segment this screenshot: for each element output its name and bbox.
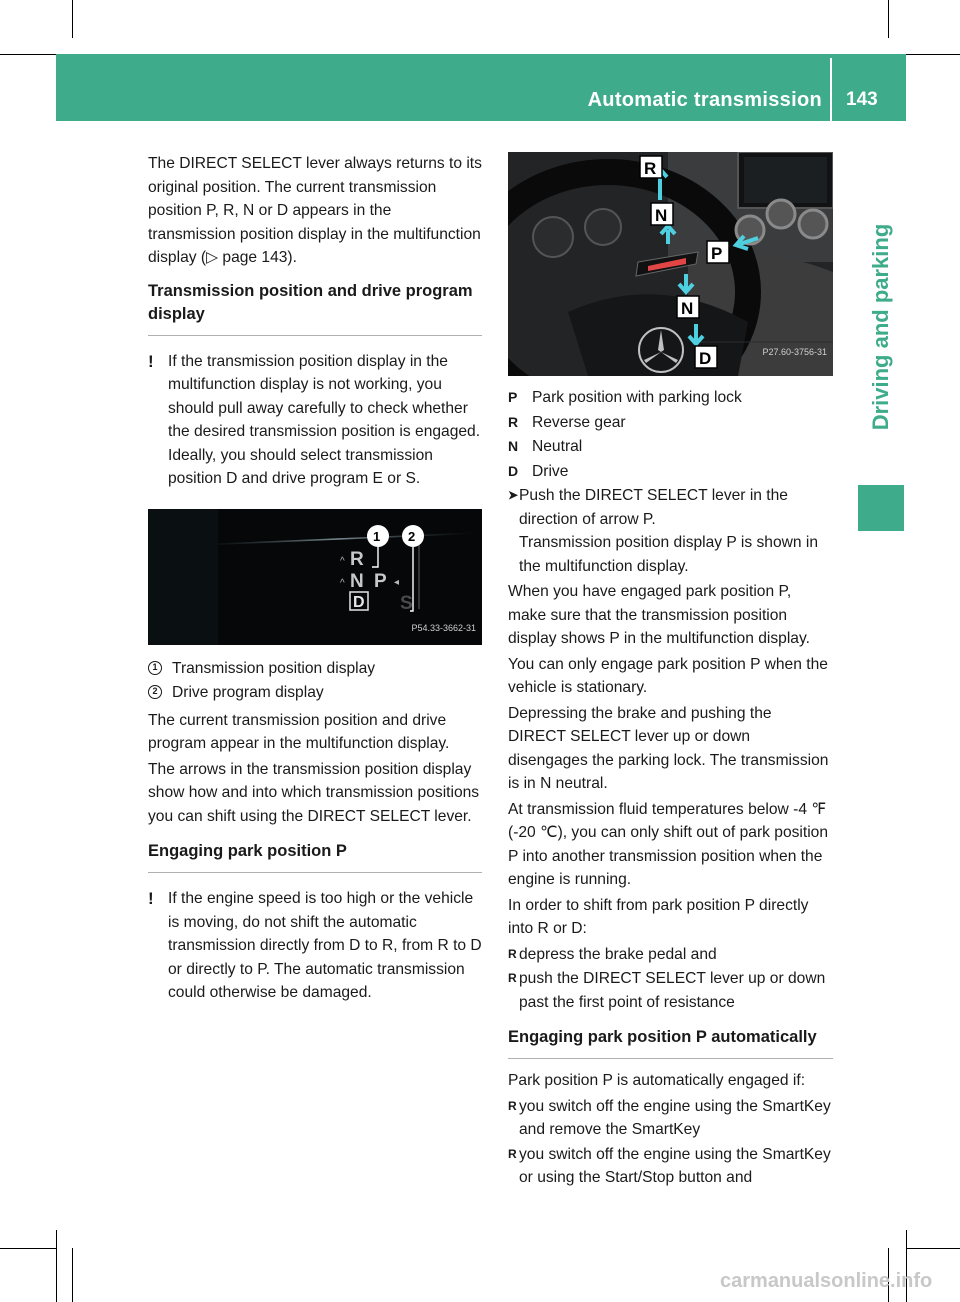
warning-text: If the engine speed is too high or the vehicle is moving, do not shift the automatic transmission directly from D to R, from R to D or directly to P. The automatic transmission could otherwise be damaged.: [168, 890, 482, 1001]
warning-text: If the transmission position display in the multifunction display is not working, you should pull away carefully to check whether the desired transmission position is engaged. Ideally, you should select transmission position D and drive program E or S.: [168, 352, 481, 487]
bullet-item: [508, 967, 833, 1014]
gear-n-label: N: [350, 570, 364, 592]
section-tab-label: Driving and parking: [868, 223, 893, 431]
gear-p-label: P: [374, 570, 387, 592]
paragraph: Park position P is automatically engaged if:: [508, 1072, 806, 1089]
bullet-item: [508, 943, 833, 967]
bullet-text: push the DIRECT SELECT lever up or down past the first point of resistance: [519, 970, 826, 1011]
callout-number: 2: [148, 685, 162, 699]
svg-text:◂: ◂: [394, 576, 400, 588]
left-column: [148, 152, 482, 1019]
transmission-display-figure: [148, 509, 482, 645]
warning-display: [148, 350, 482, 491]
bullet-icon: R: [508, 971, 517, 985]
figure-code: P27.60-3756-31: [762, 346, 827, 357]
legend-item: [148, 657, 482, 681]
crop-mark: [72, 1248, 73, 1302]
legend-item: [148, 681, 482, 705]
legend-text: Drive program display: [172, 684, 324, 701]
arrow-label-d: D: [699, 349, 712, 368]
paragraph: In order to shift from park position P directly into R or D:: [508, 896, 809, 937]
warning-park: [148, 887, 482, 1005]
park-symbol-icon: P: [508, 389, 518, 405]
bullet-text: you switch off the engine using the SmartKey or using the Start/Stop button and: [519, 1145, 831, 1186]
page-title: Automatic transmission: [587, 89, 822, 111]
drive-symbol-icon: D: [508, 462, 519, 479]
bullet-text: you switch off the engine using the SmartKey and remove the SmartKey: [519, 1097, 831, 1138]
page-number: 143: [846, 89, 878, 110]
step-arrow-icon: ➤: [508, 488, 519, 502]
section-heading-auto-park: Engaging park position P automatically: [508, 1026, 833, 1059]
arrow-label-p: P: [711, 244, 723, 263]
header-divider: [830, 58, 832, 121]
key-text: Park position with parking lock: [532, 389, 742, 406]
section-heading-display: Transmission position and drive program display: [148, 280, 482, 336]
section-marker: [858, 485, 904, 531]
step-text: Push the DIRECT SELECT lever in the direction of arrow P.: [519, 487, 788, 528]
svg-text:^: ^: [340, 577, 345, 589]
paragraph: The arrows in the transmission position display show how and into which transmission positions you can shift using the DIRECT SELECT lever.: [148, 760, 480, 825]
warning-icon: !: [148, 351, 154, 371]
key-item: [508, 386, 833, 410]
key-item: [508, 411, 833, 435]
bullet-text: depress the brake pedal and: [519, 945, 717, 963]
bullet-item: [508, 1095, 833, 1142]
key-text: Neutral: [532, 438, 583, 455]
key-item: [508, 460, 833, 484]
svg-text:^: ^: [340, 555, 345, 567]
crop-mark: [888, 0, 889, 38]
paragraph: At transmission fluid temperatures below -4 ℉ (-20 ℃), you can only shift out of park position P into another transmission position when the engine is running.: [508, 800, 829, 888]
legend-text: Transmission position display: [172, 659, 376, 677]
section-heading-park: Engaging park position P: [148, 840, 482, 873]
arrow-label-n-top: N: [655, 206, 668, 225]
steering-wheel-figure: [508, 152, 833, 376]
neutral-symbol-icon: N: [508, 438, 519, 454]
bullet-icon: R: [508, 1146, 517, 1161]
watermark: carmanualsonline.info: [720, 1270, 933, 1292]
key-text: Drive: [532, 462, 569, 480]
key-text: Reverse gear: [532, 413, 626, 431]
callout-1: 1: [373, 528, 381, 544]
arrow-label-r: R: [644, 159, 657, 178]
right-column: [508, 152, 833, 1191]
crop-mark: [0, 54, 56, 55]
bullet-item: [508, 1143, 833, 1190]
bullet-icon: R: [508, 946, 517, 961]
paragraph: The current transmission position and drive program appear in the multifunction display.: [148, 711, 450, 752]
paragraph: You can only engage park position P when the vehicle is stationary.: [508, 655, 828, 696]
gear-d-label: D: [353, 593, 365, 611]
crop-mark: [56, 1230, 57, 1302]
bullet-icon: R: [508, 1098, 517, 1113]
gear-r-label: R: [350, 548, 364, 570]
crop-mark: [72, 0, 73, 38]
figure-code: P54.33-3662-31: [411, 623, 476, 633]
arrow-label-n-bottom: N: [681, 299, 694, 318]
program-s-label: S: [400, 592, 413, 614]
crop-mark: [906, 54, 960, 55]
reverse-symbol-icon: R: [508, 413, 519, 430]
intro-paragraph: The DIRECT SELECT lever always returns to its original position. The current transmission position P, R, N or D appears in the transmission position display in the multifunction display (▷ page 143).: [148, 155, 482, 266]
instruction-step: [508, 484, 833, 578]
callout-number: 1: [148, 661, 162, 675]
callout-2: 2: [408, 528, 416, 544]
crop-mark: [906, 1248, 960, 1249]
step-result: Transmission position display P is shown in the multifunction display.: [519, 534, 819, 575]
section-tab: [858, 182, 904, 472]
key-item: [508, 435, 833, 459]
crop-mark: [0, 1248, 56, 1249]
warning-icon: !: [148, 889, 154, 908]
paragraph: When you have engaged park position P, make sure that the transmission position display shows P in the multifunction display.: [508, 583, 810, 647]
paragraph: Depressing the brake and pushing the DIRECT SELECT lever up or down disengages the parking lock. The transmission is in N neutral.: [508, 704, 829, 792]
